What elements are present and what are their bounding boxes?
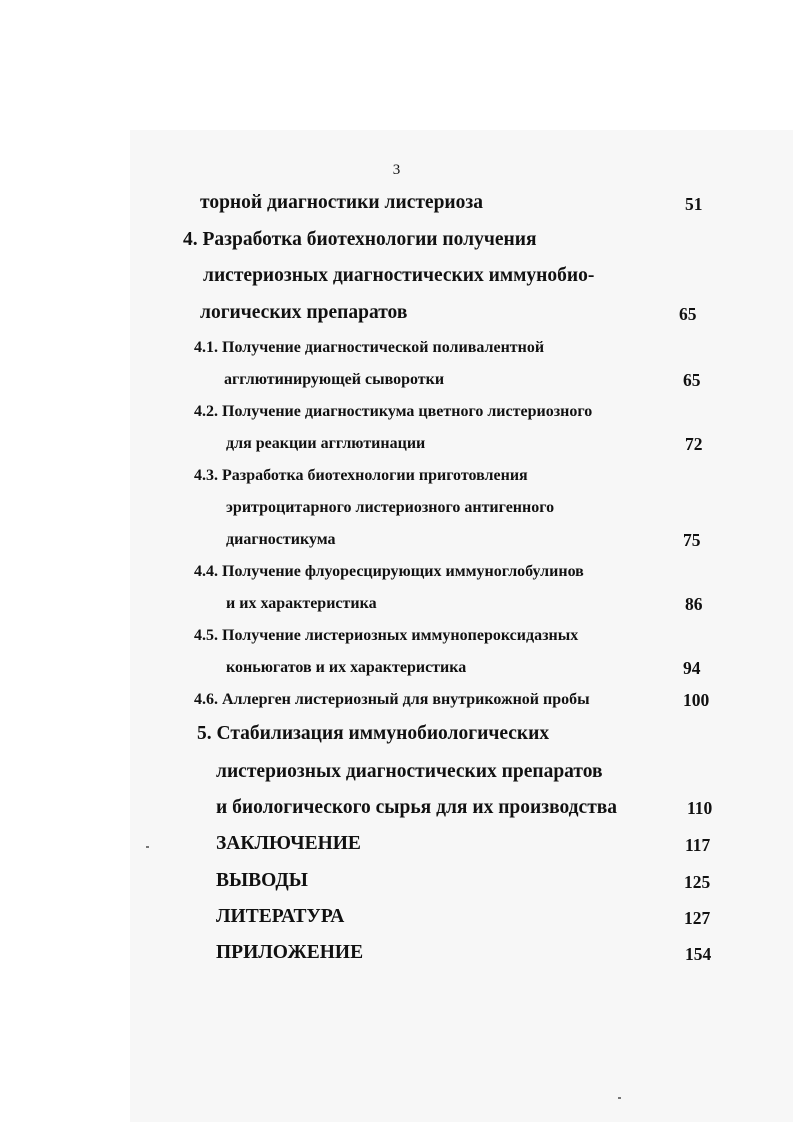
toc-subsection-text: коньюгатов и их характеристика <box>226 659 467 676</box>
toc-entry-page: 125 <box>684 872 711 892</box>
toc-entry-page: 154 <box>685 944 712 964</box>
toc-subsection-text: 4.1. Получение диагностической поливалентной <box>194 339 545 356</box>
toc-subsection-text: для реакции агглютинации <box>226 435 426 452</box>
toc-entry-page: 127 <box>684 908 711 928</box>
toc-entry-page: 117 <box>685 835 711 855</box>
toc-subsection-text: 4.4. Получение флуоресцирующих иммуноглобулинов <box>194 563 584 580</box>
toc-entry-page: 65 <box>683 370 701 390</box>
scan-speck <box>146 846 149 848</box>
toc-entry-page: 110 <box>687 798 713 818</box>
toc-entry-page: 65 <box>679 304 697 324</box>
toc-subsection-text: агглютинирующей сыворотки <box>224 371 445 388</box>
toc-subsection-text: эритроцитарного листериозного антигенного <box>226 499 555 516</box>
toc-entry-page: 72 <box>685 434 703 454</box>
toc-section-heading: 4. Разработка биотехнологии получения <box>183 229 537 250</box>
toc-subsection-text: 4.3. Разработка биотехнологии приготовления <box>194 467 528 484</box>
toc-entry-text: торной диагностики листериоза <box>200 192 483 213</box>
toc-entry-page: 86 <box>685 594 703 614</box>
toc-subsection-text: 4.6. Аллерген листериозный для внутрикожной пробы <box>194 691 590 708</box>
toc-entry-text: ВЫВОДЫ <box>216 870 308 891</box>
toc-entry-text: листериозных диагностических иммунобио- <box>203 265 595 286</box>
toc-entry-text: ЗАКЛЮЧЕНИЕ <box>216 833 361 854</box>
toc-entry-text: ПРИЛОЖЕНИЕ <box>216 942 364 963</box>
toc-section-heading: 5. Стабилизация иммунобиологических <box>197 723 550 744</box>
toc-subsection-text: 4.2. Получение диагностикума цветного листериозного <box>194 403 593 420</box>
toc-entry-text: и биологического сырья для их производства <box>216 797 618 818</box>
toc-entry-text: листериозных диагностических препаратов <box>216 761 603 782</box>
page-number: 3 <box>392 162 401 178</box>
toc-entry-page: 94 <box>683 658 701 678</box>
toc-entry-page: 100 <box>683 690 710 710</box>
toc-subsection-text: 4.5. Получение листериозных иммунопероксидазных <box>194 627 579 644</box>
scan-speck <box>618 1097 621 1099</box>
toc-subsection-text: и их характеристика <box>226 595 377 612</box>
toc-entry-page: 51 <box>685 194 703 214</box>
toc-entry-page: 75 <box>683 530 701 550</box>
toc-entry-text: ЛИТЕРАТУРА <box>216 906 345 927</box>
toc-subsection-text: диагностикума <box>226 531 336 548</box>
toc-entry-text: логических препаратов <box>200 302 408 323</box>
